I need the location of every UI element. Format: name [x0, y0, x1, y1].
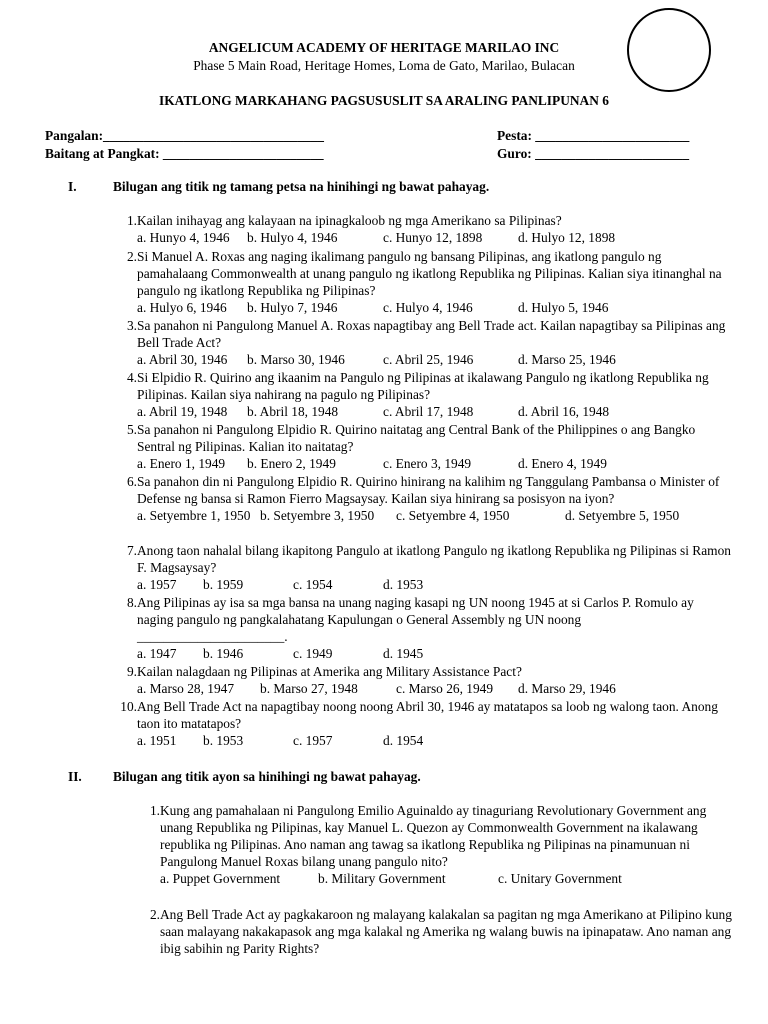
option-d[interactable]: d. 1945 [383, 646, 424, 661]
option-c[interactable]: c. Abril 25, 1946 [383, 352, 474, 367]
answer-options [137, 732, 733, 749]
answer-options [137, 455, 733, 472]
option-a[interactable]: a. Marso 28, 1947 [137, 681, 235, 696]
answer-options [137, 351, 733, 368]
question-text: Ang Bell Trade Act ay pagkakaroon ng malayang kalakalan sa pagitan ng mga Amerikano at Pilipino kung saan malayang nakakapasok ang mga kalakal ng Amerika ng walang buwis na ipinapataw. Ano naman ang ibig sabihin ng Parity Rights? [160, 907, 732, 956]
question-text: Sa panahon ni Pangulong Manuel A. Roxas napagtibay ang Bell Trade act. Kailan napagtibay sa Pilipinas ang Bell Trade Act? [137, 318, 726, 350]
question-number: 7. [126, 543, 137, 558]
answer-options [137, 576, 733, 593]
field-pesta[interactable]: Pesta: _______________________ [497, 128, 690, 143]
question-text: Sa panahon din ni Pangulong Elpidio R. Quirino hinirang na kalihim ng Tanggulang Pambansa o Minister of Defense ng bansa si Ramon Fierro Magsaysay. Kailan siya hinirang sa posisyon na iyon? [137, 474, 720, 506]
question-text: Ang Bell Trade Act na napagtibay noong noong Abril 30, 1946 ay matatapos sa loob ng walong taon. Anong taon ito matatapos? [137, 699, 718, 731]
answer-options [160, 870, 733, 887]
question-9 [113, 663, 733, 697]
option-d[interactable]: d. Marso 25, 1946 [518, 352, 616, 367]
option-c[interactable]: c. Enero 3, 1949 [383, 456, 472, 471]
field-guro[interactable]: Guro: _______________________ [497, 146, 690, 161]
exam-title: IKATLONG MARKAHANG PAGSUSUSLIT SA ARALING PANLIPUNAN 6 [159, 93, 609, 108]
option-a[interactable]: a. 1951 [137, 733, 177, 748]
option-b[interactable]: b. Marso 27, 1948 [260, 681, 358, 696]
option-d[interactable]: d. 1953 [383, 577, 424, 592]
option-d[interactable]: d. Setyembre 5, 1950 [565, 508, 680, 523]
section-number: I. [68, 179, 77, 194]
option-a[interactable]: a. Abril 30, 1946 [137, 352, 228, 367]
answer-options [137, 229, 733, 246]
option-a[interactable]: a. Hunyo 4, 1946 [137, 230, 230, 245]
option-c[interactable]: c. 1949 [293, 646, 333, 661]
answer-options [137, 645, 733, 662]
question-number: 2. [149, 907, 160, 922]
option-c[interactable]: c. Hulyo 4, 1946 [383, 300, 473, 315]
option-d[interactable]: d. Abril 16, 1948 [518, 404, 610, 419]
section-number: II. [68, 769, 82, 784]
option-a[interactable]: a. Puppet Government [160, 871, 281, 886]
option-b[interactable]: b. Setyembre 3, 1950 [260, 508, 375, 523]
question-1 [113, 212, 733, 246]
question-10 [113, 698, 733, 749]
option-a[interactable]: a. Setyembre 1, 1950 [137, 508, 251, 523]
option-b[interactable]: b. Enero 2, 1949 [247, 456, 336, 471]
question-5 [113, 421, 733, 472]
school-address: Phase 5 Main Road, Heritage Homes, Loma de Gato, Marilao, Bulacan [193, 58, 575, 73]
option-c[interactable]: c. 1954 [293, 577, 333, 592]
answer-options [137, 680, 733, 697]
question-text: Sa panahon ni Pangulong Elpidio R. Quirino naitatag ang Central Bank of the Philippines o ang Bangko Sentral ng Pilipinas. Kalian ito naitatag? [137, 422, 696, 454]
option-d[interactable]: d. 1954 [383, 733, 424, 748]
answer-options [137, 299, 733, 316]
option-c[interactable]: c. Marso 26, 1949 [396, 681, 494, 696]
option-a[interactable]: a. 1947 [137, 646, 177, 661]
option-d[interactable]: d. Hulyo 12, 1898 [518, 230, 616, 245]
option-b[interactable]: b. 1946 [203, 646, 244, 661]
question-3 [113, 317, 733, 368]
option-d[interactable]: d. Hulyo 5, 1946 [518, 300, 609, 315]
question-6 [113, 473, 733, 524]
option-b[interactable]: b. Military Government [318, 871, 446, 886]
question-number: 4. [126, 370, 137, 385]
question-text: Kailan inihayag ang kalayaan na ipinagkaloob ng mga Amerikano sa Pilipinas? [137, 213, 562, 228]
school-name: ANGELICUM ACADEMY OF HERITAGE MARILAO INC [208, 40, 560, 55]
question-text: Ang Pilipinas ay isa sa mga bansa na unang naging kasapi ng UN noong 1945 at si Carlos P. Romulo ay naging pangulo ng pangkalahatang Kapulungan o General Assembly ng UN noong ______________________. [137, 595, 694, 644]
question-number: 9. [126, 664, 137, 679]
question-number: 2. [126, 249, 137, 264]
option-b[interactable]: b. Hulyo 7, 1946 [247, 300, 338, 315]
question-text: Kung ang pamahalaan ni Pangulong Emilio Aguinaldo ay tinaguriang Revolutionary Government ang unang Republika ng Pilipinas, kay Manuel L. Quezon ay Commonwealth Government na ikalawang republika ng Pilipinas. Ano naman ang tawag sa ikatlong Republika ng Pilipinas na pinamunuan ni Pangulong Manuel Roxas bilang unang pangulo nito? [160, 803, 707, 869]
field-baitang[interactable]: Baitang at Pangkat: ________________________ [45, 146, 324, 161]
option-b[interactable]: b. Abril 18, 1948 [247, 404, 339, 419]
answer-options [137, 403, 733, 420]
question-number: 3. [126, 318, 137, 333]
option-b[interactable]: b. 1953 [203, 733, 244, 748]
option-a[interactable]: a. Enero 1, 1949 [137, 456, 226, 471]
question-number: 1. [149, 803, 160, 818]
field-pangalan[interactable]: Pangalan:_________________________________ [45, 128, 324, 143]
question-number: 10. [120, 699, 137, 714]
question-ii-2 [136, 906, 733, 957]
question-ii-1 [136, 802, 733, 887]
option-c[interactable]: c. Hunyo 12, 1898 [383, 230, 483, 245]
option-c[interactable]: c. 1957 [293, 733, 333, 748]
option-d[interactable]: d. Enero 4, 1949 [518, 456, 607, 471]
question-8 [113, 594, 733, 662]
option-b[interactable]: b. 1959 [203, 577, 244, 592]
option-a[interactable]: a. Hulyo 6, 1946 [137, 300, 227, 315]
option-c[interactable]: c. Setyembre 4, 1950 [396, 508, 510, 523]
section-title: Bilugan ang titik ayon sa hinihingi ng bawat pahayag. [113, 769, 421, 784]
option-c[interactable]: c. Unitary Government [498, 871, 622, 886]
section-title: Bilugan ang titik ng tamang petsa na hinihingi ng bawat pahayag. [113, 179, 490, 194]
option-a[interactable]: a. Abril 19, 1948 [137, 404, 228, 419]
option-a[interactable]: a. 1957 [137, 577, 177, 592]
question-2 [113, 248, 733, 316]
question-text: Kailan nalagdaan ng Pilipinas at Amerika ang Military Assistance Pact? [137, 664, 522, 679]
question-text: Anong taon nahalal bilang ikapitong Pangulo at ikatlong Pangulo ng ikatlong Republika ng Pilipinas si Ramon F. Magsaysay? [137, 543, 731, 575]
question-number: 6. [126, 474, 137, 489]
option-d[interactable]: d. Marso 29, 1946 [518, 681, 616, 696]
question-number: 5. [126, 422, 137, 437]
question-4 [113, 369, 733, 420]
question-7 [113, 542, 733, 593]
option-c[interactable]: c. Abril 17, 1948 [383, 404, 474, 419]
question-number: 8. [126, 595, 137, 610]
question-number: 1. [126, 213, 137, 228]
question-text: Si Manuel A. Roxas ang naging ikalimang pangulo ng bansang Pilipinas, ang ikatlong pangulo ng pamahalaang Commonwealth at unang pangulo ng ikatlong Republika ng Pilipinas. Kalian siya itinanghal na pangulo ng ikatlong Republika ng Pilipinas? [137, 249, 722, 298]
question-text: Si Elpidio R. Quirino ang ikaanim na Pangulo ng Pilipinas at ikalawang Pangulo ng ikatlong Republika ng Pilipinas. Kailan siya nahirang na pagulo ng Pilipinas? [137, 370, 709, 402]
option-b[interactable]: b. Hulyo 4, 1946 [247, 230, 338, 245]
option-b[interactable]: b. Marso 30, 1946 [247, 352, 345, 367]
answer-options [137, 507, 733, 524]
